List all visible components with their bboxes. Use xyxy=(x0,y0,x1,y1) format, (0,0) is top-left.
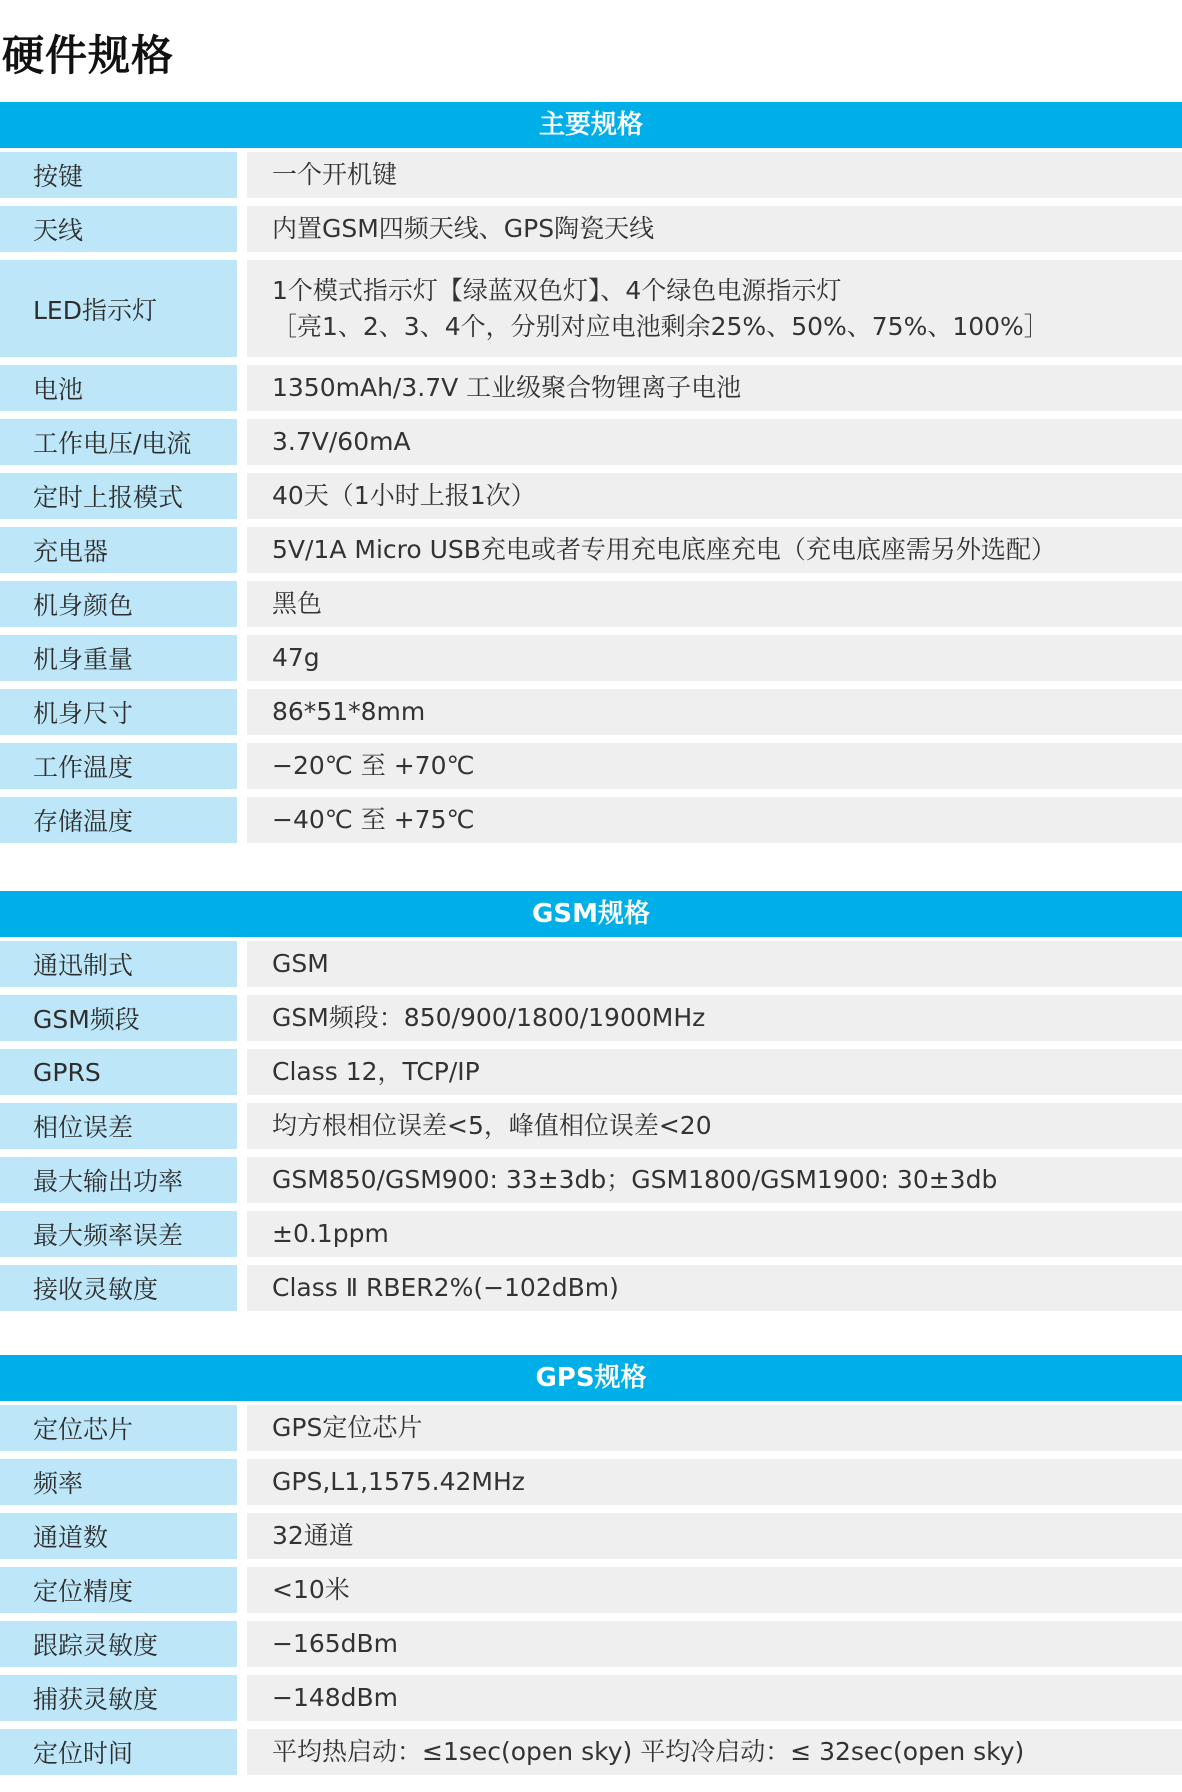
spec-value-line: GPS定位芯片 xyxy=(272,1413,423,1442)
spec-value-line: 一个开机键 xyxy=(272,160,398,189)
spec-row xyxy=(0,689,1182,735)
spec-row xyxy=(0,1567,1182,1613)
spec-row xyxy=(0,995,1182,1041)
spec-row xyxy=(0,797,1182,843)
section-title: 主要规格 xyxy=(538,110,643,140)
spec-value xyxy=(247,1567,1182,1613)
spec-label: 天线 xyxy=(0,206,237,252)
section-header xyxy=(0,891,1182,937)
spec-label: 按键 xyxy=(0,152,237,198)
spec-row xyxy=(0,527,1182,573)
spec-label: 频率 xyxy=(0,1459,237,1505)
spec-value xyxy=(247,689,1182,735)
spec-value xyxy=(247,1157,1182,1203)
spec-value-line: 32通道 xyxy=(272,1521,354,1550)
spec-row xyxy=(0,1513,1182,1559)
spec-label: 定位精度 xyxy=(0,1567,237,1613)
spec-label: 定位芯片 xyxy=(0,1405,237,1451)
spec-value xyxy=(247,995,1182,1041)
spec-value-line: <10米 xyxy=(272,1575,350,1604)
spec-row xyxy=(0,1729,1182,1775)
spec-label: 机身颜色 xyxy=(0,581,237,627)
spec-label: GSM频段 xyxy=(0,995,237,1041)
spec-label: 最大输出功率 xyxy=(0,1157,237,1203)
section-header xyxy=(0,1355,1182,1401)
spec-label: 定位时间 xyxy=(0,1729,237,1775)
spec-value xyxy=(247,1211,1182,1257)
spec-value xyxy=(247,1513,1182,1559)
spec-value xyxy=(247,260,1182,357)
spec-label: 最大频率误差 xyxy=(0,1211,237,1257)
spec-row xyxy=(0,473,1182,519)
spec-value-line: 3.7V/60mA xyxy=(272,427,411,456)
spec-value xyxy=(247,152,1182,198)
spec-value-line: 86*51*8mm xyxy=(272,697,426,726)
spec-label: 充电器 xyxy=(0,527,237,573)
spec-row xyxy=(0,152,1182,198)
spec-row xyxy=(0,365,1182,411)
section-gsm-specs xyxy=(0,891,1182,1319)
spec-value xyxy=(247,419,1182,465)
section-title: GSM规格 xyxy=(532,899,650,929)
spec-row xyxy=(0,581,1182,627)
spec-value-line: −20℃ 至 +70℃ xyxy=(272,751,475,780)
spec-value xyxy=(247,797,1182,843)
spec-row xyxy=(0,1157,1182,1203)
spec-value-line: 40天（1小时上报1次） xyxy=(272,481,536,510)
spec-value xyxy=(247,1405,1182,1451)
spec-value-line: 5V/1A Micro USB充电或者专用充电底座充电（充电底座需另外选配） xyxy=(272,535,1056,564)
spec-value-line: 内置GSM四频天线、GPS陶瓷天线 xyxy=(272,214,655,243)
spec-row xyxy=(0,1459,1182,1505)
spec-value xyxy=(247,635,1182,681)
spec-value-line: 1个模式指示灯【绿蓝双色灯】、4个绿色电源指示灯 xyxy=(272,275,842,305)
spec-row xyxy=(0,260,1182,357)
spec-value xyxy=(247,365,1182,411)
spec-label: 通道数 xyxy=(0,1513,237,1559)
spec-value-line: GSM850/GSM900: 33±3db；GSM1800/GSM1900: 30±3db xyxy=(272,1165,998,1194)
spec-label: 通迅制式 xyxy=(0,941,237,987)
spec-row xyxy=(0,1211,1182,1257)
spec-label: 工作温度 xyxy=(0,743,237,789)
spec-value-line: 黑色 xyxy=(272,589,323,618)
spec-value-line: −40℃ 至 +75℃ xyxy=(272,805,475,834)
spec-label: 电池 xyxy=(0,365,237,411)
spec-label: 定时上报模式 xyxy=(0,473,237,519)
spec-value-line: 均方根相位误差<5，峰值相位误差<20 xyxy=(272,1111,712,1140)
spec-label: 跟踪灵敏度 xyxy=(0,1621,237,1667)
spec-value-line: 1350mAh/3.7V 工业级聚合物锂离子电池 xyxy=(272,373,742,402)
spec-row xyxy=(0,941,1182,987)
spec-label: 存储温度 xyxy=(0,797,237,843)
spec-value xyxy=(247,1103,1182,1149)
spec-row xyxy=(0,1103,1182,1149)
section-gps-specs xyxy=(0,1355,1182,1783)
spec-label: 机身尺寸 xyxy=(0,689,237,735)
spec-value-line: Class Ⅱ RBER2%(−102dBm) xyxy=(272,1273,619,1302)
spec-label: 接收灵敏度 xyxy=(0,1265,237,1311)
spec-value xyxy=(247,743,1182,789)
section-title: GPS规格 xyxy=(535,1363,647,1393)
spec-label: LED指示灯 xyxy=(0,260,237,357)
spec-value xyxy=(247,527,1182,573)
spec-value-line: −148dBm xyxy=(272,1683,399,1712)
spec-row xyxy=(0,1405,1182,1451)
spec-row xyxy=(0,206,1182,252)
spec-value xyxy=(247,206,1182,252)
spec-label: 相位误差 xyxy=(0,1103,237,1149)
spec-label: 工作电压/电流 xyxy=(0,419,237,465)
spec-label: 捕获灵敏度 xyxy=(0,1675,237,1721)
spec-value xyxy=(247,941,1182,987)
spec-value xyxy=(247,1729,1182,1775)
spec-value-line: GSM xyxy=(272,949,329,978)
page-title: 硬件规格 xyxy=(2,31,175,80)
spec-value xyxy=(247,473,1182,519)
spec-value xyxy=(247,1675,1182,1721)
spec-label: 机身重量 xyxy=(0,635,237,681)
spec-value xyxy=(247,581,1182,627)
spec-row xyxy=(0,1675,1182,1721)
spec-value xyxy=(247,1459,1182,1505)
spec-value-line: 47g xyxy=(272,643,320,672)
section-main-specs xyxy=(0,102,1182,851)
spec-value-line: −165dBm xyxy=(272,1629,399,1658)
spec-value-line: GSM频段：850/900/1800/1900MHz xyxy=(272,1003,706,1032)
spec-row xyxy=(0,743,1182,789)
spec-value xyxy=(247,1049,1182,1095)
spec-value-line: ［亮1、2、3、4个，分别对应电池剩余25%、50%、75%、100%］ xyxy=(272,311,1049,341)
spec-value-line: 平均热启动：≤1sec(open sky) 平均冷启动：≤ 32sec(open sky) xyxy=(272,1737,1025,1766)
spec-row xyxy=(0,635,1182,681)
spec-label: GPRS xyxy=(0,1049,237,1095)
spec-value-line: GPS,L1,1575.42MHz xyxy=(272,1467,525,1496)
spec-value-line: ±0.1ppm xyxy=(272,1219,389,1248)
spec-row xyxy=(0,1265,1182,1311)
spec-value xyxy=(247,1621,1182,1667)
spec-row xyxy=(0,419,1182,465)
spec-row xyxy=(0,1621,1182,1667)
spec-value-line: Class 12，TCP/IP xyxy=(272,1057,480,1086)
section-header xyxy=(0,102,1182,148)
spec-row xyxy=(0,1049,1182,1095)
spec-value xyxy=(247,1265,1182,1311)
